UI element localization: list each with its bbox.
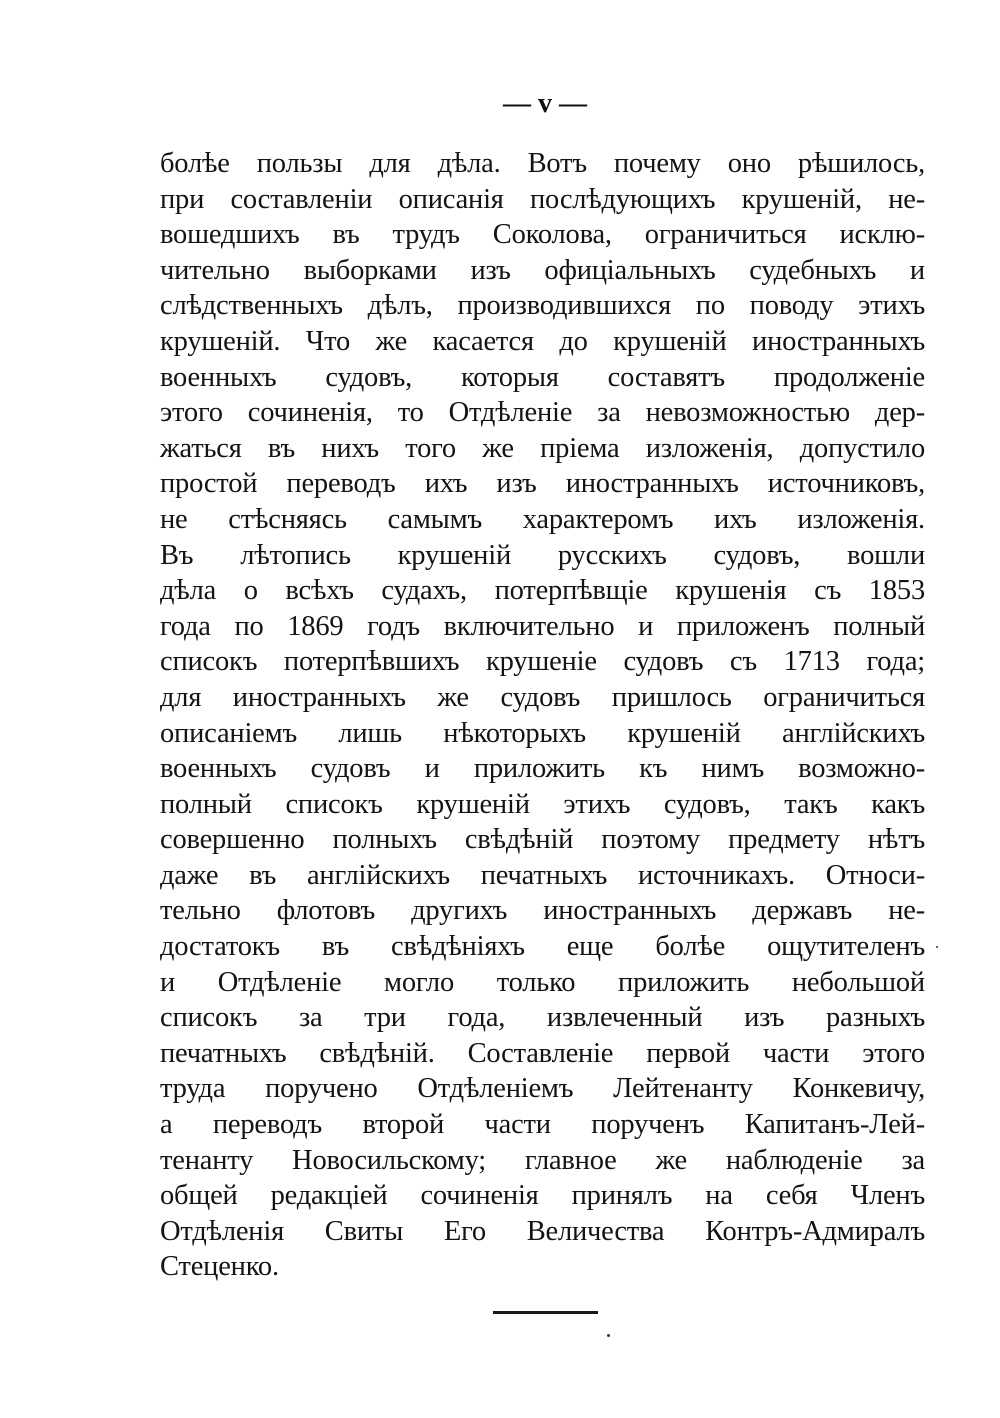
body-text — [160, 146, 925, 1285]
text-line: чительно выборками изъ офиціальныхъ судебныхъ и — [160, 254, 925, 286]
text-line: года по 1869 годъ включительно и приложенъ полный — [160, 610, 925, 642]
text-line: тельно флотовъ другихъ иностранныхъ державъ не- — [160, 895, 925, 927]
text-line: Въ лѣтопись крушеній русскихъ судовъ, вошли — [160, 539, 925, 571]
text-line: тенанту Новосильскому; главное же наблюденіе за — [160, 1144, 925, 1176]
print-speck — [936, 946, 938, 948]
page-number: — v — — [503, 88, 587, 119]
text-line: военныхъ судовъ, которыя составятъ продолженіе — [160, 361, 925, 393]
text-line: совершенно полныхъ свѣдѣній поэтому предмету нѣтъ — [160, 824, 925, 856]
text-line: простой переводъ ихъ изъ иностранныхъ источниковъ, — [160, 468, 925, 500]
closing-rule — [493, 1311, 598, 1314]
text-line: общей редакціей сочиненія принялъ на себя Членъ — [160, 1180, 925, 1212]
text-line: даже въ англійскихъ печатныхъ источникахъ. Относи- — [160, 859, 925, 891]
text-line: при составленіи описанія послѣдующихъ крушеній, не- — [160, 183, 925, 215]
text-line: а переводъ второй части порученъ Капитанъ-Лей- — [160, 1109, 925, 1141]
text-line: не стѣсняясь самымъ характеромъ ихъ изложенія. — [160, 503, 925, 535]
text-line: и Отдѣленіе могло только приложить небольшой — [160, 966, 925, 998]
text-line: вошедшихъ въ трудъ Соколова, ограничиться исклю- — [160, 219, 925, 251]
text-line: списокъ за три года, извлеченный изъ разныхъ — [160, 1002, 925, 1034]
text-line: труда поручено Отдѣленіемъ Лейтенанту Конкевичу, — [160, 1073, 925, 1105]
text-line: Отдѣленія Свиты Его Величества Контръ-Адмиралъ — [160, 1215, 925, 1247]
text-line: болѣе пользы для дѣла. Вотъ почему оно рѣшилось, — [160, 148, 925, 179]
text-line: описаніемъ лишь нѣкоторыхъ крушеній англійскихъ — [160, 717, 925, 749]
text-line: дѣла о всѣхъ судахъ, потерпѣвщіе крушенія съ 1853 — [160, 575, 925, 607]
text-line: жаться въ нихъ того же пріема изложенія, допустило — [160, 432, 925, 464]
text-line: для иностранныхъ же судовъ пришлось ограничиться — [160, 681, 925, 713]
text-line: Стеценко. — [160, 1251, 279, 1283]
text-line: печатныхъ свѣдѣній. Составленіе первой части этого — [160, 1037, 925, 1069]
text-line: списокъ потерпѣвшихъ крушеніе судовъ съ 1713 года; — [160, 646, 925, 678]
text-line: достатокъ въ свѣдѣніяхъ еще болѣе ощутителенъ — [160, 931, 925, 963]
text-line: слѣдственныхъ дѣлъ, производившихся по поводу этихъ — [160, 290, 925, 322]
text-line: полный списокъ крушеній этихъ судовъ, такъ какъ — [160, 788, 925, 820]
text-line: этого сочиненія, то Отдѣленіе за невозможностью дер- — [160, 397, 925, 429]
print-speck — [607, 1334, 610, 1337]
text-line: военныхъ судовъ и приложить къ нимъ возможно- — [160, 753, 925, 785]
text-line: крушеній. Что же касается до крушеній иностранныхъ — [160, 325, 925, 357]
